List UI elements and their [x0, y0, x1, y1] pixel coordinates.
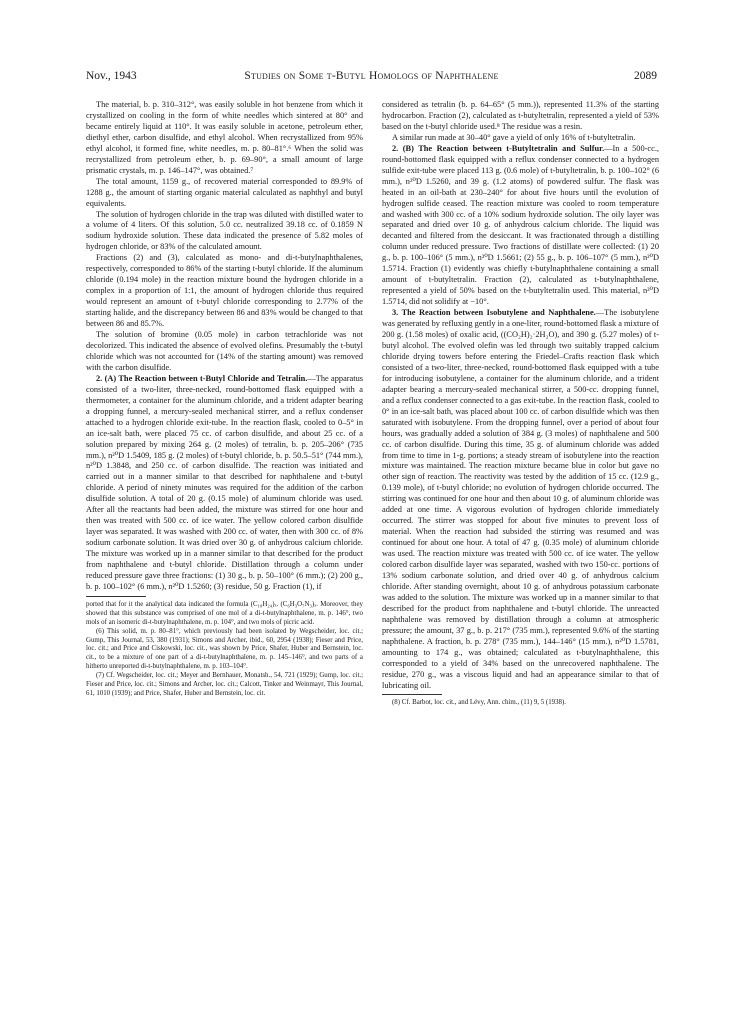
footnote: (8) Cf. Barbot, loc. cit., and Lévy, Ann. chim., (11) 9, 5 (1938). [392, 699, 567, 707]
section-paragraph [382, 144, 659, 308]
footnote: (6) This solid, m. p. 80–81°, which previously had been isolated by Wegscheider, loc. cit.; Gump, This Journal, 53, 380 (1931); Simons and Archer, ibid., 60, 2954 (1938); Fieser and Price, loc. cit.; and Price and Ciskowski, loc. cit., was shown by Price, Shafer, Huber and Bernstein, loc. cit., to be a mixture of one part of a di-t-butylnaphthalene, m. p. 145–146°, and two parts of a hitherto unreported di-t-butylnaphthalene, m. p. 103–104°. [86, 627, 363, 671]
header-date: Nov., 1943 [86, 70, 137, 82]
footnote-rule [382, 694, 442, 695]
section-body: —In a 500-cc., round-bottomed flask equipped with a reflux condenser connected to a hydrogen sulfide exit-tube were placed 113 g. (0.6 mole) of t-butyltetralin, b. p. 100–102° (6 mm.), n²⁰D 1.5260, and 39 g. (1.2 atoms) of powdered sulfur. The flask was heated in an oil-bath at 230–240° for about five hours until the evolution of hydrogen sulfide ceased. The reaction mixture was cooled to room temperature and washed with 300 cc. of a 10% sodium hydroxide solution. The oily layer was separated and dried over 10 g. of anhydrous calcium chloride. The liquid was decanted and filtered from the desiccant. It was fractionated through a distilling column under reduced pressure. Two fractions of distillate were collected: (1) 20 g., b. p. 100–106° (5 mm.), n²⁰D 1.5661; (2) 55 g., b. p. 106–107° (5 mm.), n²⁰D 1.5714. Fraction (1) evidently was chiefly t-butylnaphthalene containing a small amount of t-butyltetralin. Fraction (2), calculated as t-butylnaphthalene, represented a yield of 50% based on the t-butyltetralin used. This material, n²⁰D 1.5714, did not solidify at −10°. [382, 143, 659, 307]
paragraph: A similar run made at 30–40° gave a yield of only 16% of t-butyltetralin. [392, 132, 636, 142]
footnote-rule [86, 596, 146, 597]
footnote: (7) Cf. Wegscheider, loc. cit.; Meyer and Bernhauer, Monatsh., 54, 721 (1929); Gump, loc. cit.; Fieser and Price, loc. cit.; Simons and Archer, loc. cit.; Calcott, Tinker and Weinmayr, This Journal, 61, 1010 (1939); and Price, Shafer, Huber and Bernstein, loc. cit. [86, 672, 363, 697]
header-title: Studies on Some t-Butyl Homologs of Naphthalene [244, 70, 499, 82]
footnotes [382, 699, 659, 708]
paragraph: The solution of bromine (0.05 mole) in carbon tetrachloride was not decolorized. This indicated the absence of evolved olefins. Presumably the t-butyl chloride which was not accounted for (14% of the starting amount) was removed with the carbon disulfide. [86, 330, 363, 372]
paragraph: The material, b. p. 310–312°, was easily soluble in hot benzene from which it crystallized on cooling in the form of white needles which sintered at 80° and became entirely liquid at 110°. It was easily soluble in acetone, petroleum ether, diethyl ether, carbon disulfide, and ethyl alcohol. When recrystallized from 95% ethyl alcohol, it formed fine, white needles, m. p. 80–81°.⁶ When the solid was recrystallized from petroleum ether, b. p. 69–90°, a small amount of large prismatic crystals, m. p. 146–147°, was obtained.⁷ [86, 100, 363, 175]
right-column [382, 100, 659, 1000]
footnotes [86, 601, 363, 699]
paragraph: considered as tetralin (b. p. 64–65° (5 mm.)), represented 11.3% of the starting hydrocarbon. Fraction (2), calculated as t-butyltetralin, represented a yield of 53% based on the t-butyl chloride used.⁸ The residue was a resin. [382, 100, 659, 131]
paragraph: The solution of hydrogen chloride in the trap was diluted with distilled water to a volume of 4 liters. Of this solution, 5.0 cc. neutralized 39.18 cc. of 0.1859 N sodium hydroxide solution. These data indicated the presence of 5.82 moles of hydrogen chloride, or 83% of the calculated amount. [86, 209, 363, 252]
section-heading: 2. (A) The Reaction between t-Butyl Chloride and Tetralin. [96, 373, 308, 383]
paragraph: Fractions (2) and (3), calculated as mono- and di-t-butylnaphthalenes, respectively, corresponded to 86% of the starting t-butyl chloride. If the aluminum chloride (0.194 mole) in the reaction mixture bound the hydrogen chloride in a complex in a proportion of 1:1, the amount of hydrogen chloride thus required would represent an amount of t-butyl chloride corresponding to 2.77% of the starting halide, and the discrepancy between 86 and 83% would be changed to that between 86 and 85.7%. [86, 253, 363, 329]
section-body: —The isobutylene was generated by refluxing gently in a one-liter, round-bottomed flask a mixture of 200 g. (1.58 moles) of oxalic acid, ((CO₂H)₂·2H₂O), and 390 g. (5.27 moles) of t-butyl alcohol. The evolved olefin was led through two suitably trapped calcium chloride drying towers before entering the Friedel–Crafts reaction flask which consisted of a two-liter, three-necked, round-bottomed flask equipped with a tube for introducing isobutylene, a container for the aluminum chloride, and a trident adapter bearing a mercury-sealed mechanical stirrer, a 500-cc. dropping funnel, and a reflux condenser connected to a gas exit-tube. In the reaction flask, cooled to 0° in an ice-salt bath, was placed about 100 cc. of carbon disulfide which was then saturated with isobutylene. From the dropping funnel, over a period of about four hours, was gradually added a solution of 384 g. (3 moles) of naphthalene and 500 cc. of carbon disulfide. During this time, 35 g. of aluminum chloride was added from time to time in 1-g. portions; a steady stream of isobutylene into the reaction mixture was maintained. The reaction mixture became blue in color but gave no other sign of reaction. The reactivity was tested by the addition of 15 cc. (12.9 g., 0.139 mole), of t-butyl chloride; no evolution of hydrogen chloride occurred. The stirring was continued for one hour and then about 10 g. of aluminum chloride was added at one time. A vigorous evolution of hydrogen chloride immediately occurred. The stirrer was stopped for about five minutes to prevent loss of material. When the reaction had subsided the stirring was resumed and was continued for about one hour. A total of 47 g. (0.35 mole) of aluminum chloride was used. The reaction mixture was treated with 500 cc. of ice water. The yellow colored carbon disulfide layer was separated, washed with two 150-cc. portions of 13% sodium carbonate solution, and dried over 40 g. of anhydrous calcium chloride. After standing overnight, about 10 g. of anhydrous potassium carbonate was added to the solution. The mixture was worked up in a manner similar to that described for the product from naphthalene and t-butyl chloride. The unreacted naphthalene was removed by distillation through a column at atmospheric pressure; the amount, 37 g., b. p. 217° (735 mm.), represented 9.6% of the starting naphthalene. A fraction, b. p. 278° (735 mm.), 144–146° (15 mm.), n²⁰D 1.5781, amounting to 174 g., was obtained; calculated as t-butylnaphthalene, this corresponded to a yield of 34% based on the unrecovered naphthalene. The residue, 270 g., was a viscous liquid and had an appearance similar to that of lubricating oil. [382, 308, 659, 690]
left-column [86, 100, 363, 1000]
section-paragraph [382, 308, 659, 691]
section-paragraph [86, 374, 363, 593]
section-heading: 3. The Reaction between Isobutylene and Naphthalene. [392, 308, 596, 318]
section-heading: 2. (B) The Reaction between t-Butyltetralin and Sulfur. [392, 143, 605, 153]
paragraph: The total amount, 1159 g., of recovered material corresponded to 89.9% of 1288 g., the amount of starting organic material calculated as naphthyl and butyl equivalents. [86, 176, 363, 208]
section-body: —The apparatus consisted of a two-liter, three-necked, round-bottomed flask equipped with a thermometer, a container for the aluminum chloride, and a trident adapter bearing a dropping funnel, a mercury-sealed mechanical stirrer, and a reflux condenser attached to a hydrogen chloride exit-tube. In the reaction flask, cooled to 0–5° in an ice-salt bath, were placed 75 cc. of carbon disulfide, and about 25 cc. of a solution prepared by mixing 264 g. (2 moles) of tetralin, b. p. 205–206° (735 mm.), n²⁰D 1.5409, 185 g. (2 moles) of t-butyl chloride, b. p. 50.5–51° (744 mm.), n²⁰D 1.3848, and 250 cc. of carbon disulfide. The reaction was initiated and carried out in a manner similar to that described for naphthalene and t-butyl chloride. A period of ninety minutes was required for the addition of the carbon disulfide solution. A total of 20 g. (0.15 mole) of aluminum chloride was used. After all the reactants had been added, the mixture was stirred for one hour and then was treated with 500 cc. of ice water. The yellow colored carbon disulfide layer was separated. It was washed with 200 cc. of water, then with 300 cc. of 8% sodium carbonate solution. It was dried over 30 g. of anhydrous calcium chloride. The mixture was worked up in a manner similar to that described for the product from naphthalene and t-butyl chloride. Distillation through a column under reduced pressure gave three fractions: (1) 30 g., b. p. 50–100° (6 mm.); (2) 200 g., b. p. 100–102° (6 mm.), n²⁰D 1.5260; (3) residue, 50 g. Fraction (1), if [86, 373, 363, 591]
page-number: 2089 [634, 70, 657, 82]
footnote: ported that for it the analytical data indicated the formula (C₁₈H₂₄)ₓ. (C₆H₃O₇N₃)ₓ. Moreover, they showed that this substance was comprised of one mol of a di-t-butylnaphthalene, m. p. 146°, two mols of an isomeric di-t-butylnaphthalene, m. p. 104°, and two mols of picric acid. [86, 600, 363, 626]
running-header [86, 70, 657, 86]
